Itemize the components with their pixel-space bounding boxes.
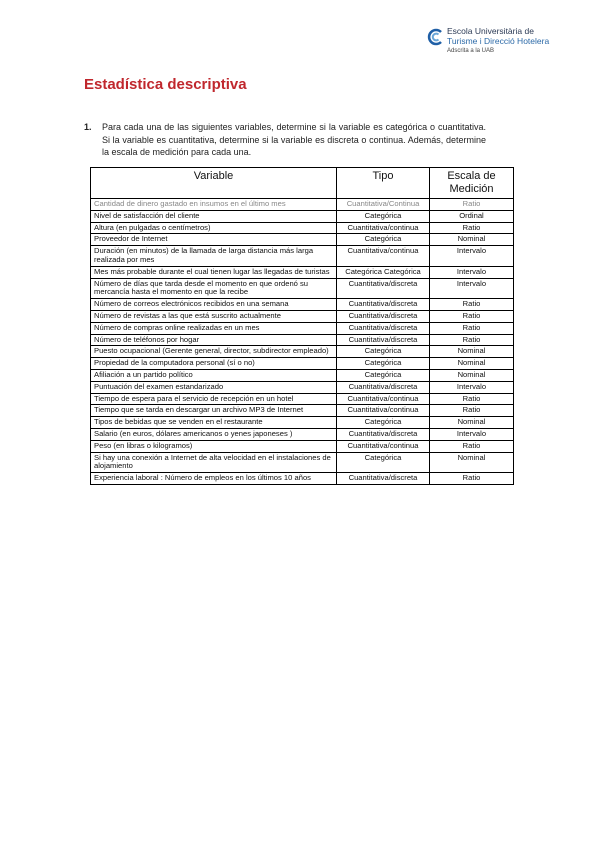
table-row [91, 440, 514, 452]
cell-tipo: Cuantitativa/continua [337, 405, 430, 417]
logo-line-2: Turisme i Direcció Hotelera [447, 36, 550, 46]
cell-variable: Número de días que tarda desde el momento en que ordenó su mercancía hasta el momento en que la recibe [91, 278, 337, 299]
cell-escala: Nominal [430, 234, 514, 246]
cell-tipo: Cuantitativa/discreta [337, 381, 430, 393]
cell-tipo: Categórica [337, 358, 430, 370]
cell-escala: Ratio [430, 334, 514, 346]
cell-escala: Ratio [430, 222, 514, 234]
cell-variable: Tiempo de espera para el servicio de recepción en un hotel [91, 393, 337, 405]
cell-escala: Ratio [430, 310, 514, 322]
cell-tipo: Cuantitativa/discreta [337, 278, 430, 299]
cell-escala: Nominal [430, 358, 514, 370]
table-row [91, 417, 514, 429]
cell-tipo: Cuantitativa/continua [337, 440, 430, 452]
cell-variable: Afiliación a un partido político [91, 369, 337, 381]
variables-table [90, 167, 514, 485]
table-row [91, 393, 514, 405]
table-row [91, 452, 514, 473]
table-row [91, 310, 514, 322]
table-row [91, 334, 514, 346]
cell-escala: Nominal [430, 417, 514, 429]
institution-logo [427, 26, 577, 58]
cell-tipo: Cuantitativa/continua [337, 222, 430, 234]
logo-line-1: Escola Universitària de [447, 26, 534, 36]
cell-escala: Intervalo [430, 428, 514, 440]
cell-tipo: Cuantitativa/discreta [337, 473, 430, 485]
table-row [91, 222, 514, 234]
cell-variable: Proveedor de Internet [91, 234, 337, 246]
cell-variable: Altura (en pulgadas o centímetros) [91, 222, 337, 234]
cell-escala: Ratio [430, 299, 514, 311]
cell-tipo: Cuantitativa/continua [337, 393, 430, 405]
cell-variable: Cantidad de dinero gastado en insumos en el último mes [91, 199, 337, 211]
cell-variable: Peso (en libras o kilogramos) [91, 440, 337, 452]
logo-swirl-icon [427, 28, 444, 46]
table-row [91, 473, 514, 485]
table-row [91, 381, 514, 393]
cell-tipo: Categórica [337, 234, 430, 246]
table-row [91, 266, 514, 278]
page-title: Estadística descriptiva [84, 76, 247, 93]
cell-tipo: Cuantitativa/discreta [337, 310, 430, 322]
cell-escala: Ratio [430, 199, 514, 211]
cell-variable: Nivel de satisfacción del cliente [91, 210, 337, 222]
cell-variable: Experiencia laboral : Número de empleos en los últimos 10 años [91, 473, 337, 485]
cell-tipo: Cuantitativa/discreta [337, 299, 430, 311]
cell-escala: Ratio [430, 393, 514, 405]
cell-tipo: Cuantitativa/continua [337, 246, 430, 267]
cell-tipo: Categórica [337, 452, 430, 473]
table-row [91, 346, 514, 358]
cell-variable: Tiempo que se tarda en descargar un archivo MP3 de Internet [91, 405, 337, 417]
table-row [91, 234, 514, 246]
cell-variable: Número de revistas a las que está suscrito actualmente [91, 310, 337, 322]
cell-tipo: Cuantitativa/Continua [337, 199, 430, 211]
cell-tipo: Cuantitativa/discreta [337, 428, 430, 440]
table-row [91, 405, 514, 417]
cell-escala: Ratio [430, 473, 514, 485]
table-row [91, 369, 514, 381]
table-row [91, 210, 514, 222]
question-number: 1. [84, 122, 92, 132]
cell-variable: Puntuación del examen estandarizado [91, 381, 337, 393]
cell-variable: Número de compras online realizadas en un mes [91, 322, 337, 334]
cell-variable: Número de teléfonos por hogar [91, 334, 337, 346]
cell-escala: Ratio [430, 405, 514, 417]
question-text: Para cada una de las siguientes variables, determine si la variable es categórica o cuantitativa. Si la variable es cuantitativa, determine si la variable es discreta o continua. Además, determine la escala de medición para cada una. [102, 122, 486, 158]
cell-escala: Ratio [430, 440, 514, 452]
table-row [91, 428, 514, 440]
cell-escala: Nominal [430, 452, 514, 473]
cell-escala: Nominal [430, 346, 514, 358]
cell-escala: Ratio [430, 322, 514, 334]
cell-tipo: Cuantitativa/discreta [337, 334, 430, 346]
cell-escala: Ordinal [430, 210, 514, 222]
cell-tipo: Categórica [337, 369, 430, 381]
header-escala: Escala de Medición [430, 168, 514, 199]
header-variable: Variable [91, 168, 337, 199]
cell-variable: Tipos de bebidas que se venden en el restaurante [91, 417, 337, 429]
cell-tipo: Cuantitativa/discreta [337, 322, 430, 334]
table-row [91, 299, 514, 311]
table-row [91, 322, 514, 334]
cell-variable: Número de correos electrónicos recibidos en una semana [91, 299, 337, 311]
table-row [91, 358, 514, 370]
cell-variable: Propiedad de la computadora personal (sí o no) [91, 358, 337, 370]
cell-escala: Intervalo [430, 266, 514, 278]
table-row [91, 246, 514, 267]
cell-tipo: Categórica [337, 417, 430, 429]
cell-tipo: Categórica Categórica [337, 266, 430, 278]
cell-variable: Duración (en minutos) de la llamada de larga distancia más larga realizada por mes [91, 246, 337, 267]
header-tipo: Tipo [337, 168, 430, 199]
cell-variable: Mes más probable durante el cual tienen lugar las llegadas de turistas [91, 266, 337, 278]
logo-line-3: Adscrita a la UAB [447, 48, 495, 54]
cell-tipo: Categórica [337, 346, 430, 358]
cell-escala: Intervalo [430, 246, 514, 267]
cell-escala: Intervalo [430, 278, 514, 299]
cell-tipo: Categórica [337, 210, 430, 222]
cell-escala: Nominal [430, 369, 514, 381]
cell-escala: Intervalo [430, 381, 514, 393]
cell-variable: Salario (en euros, dólares americanos o yenes japoneses ) [91, 428, 337, 440]
cell-variable: Si hay una conexión a Internet de alta velocidad en el instalaciones de alojamiento [91, 452, 337, 473]
table-header-row [91, 168, 514, 199]
table-row [91, 199, 514, 211]
cell-variable: Puesto ocupacional (Gerente general, director, subdirector empleado) [91, 346, 337, 358]
table-row [91, 278, 514, 299]
